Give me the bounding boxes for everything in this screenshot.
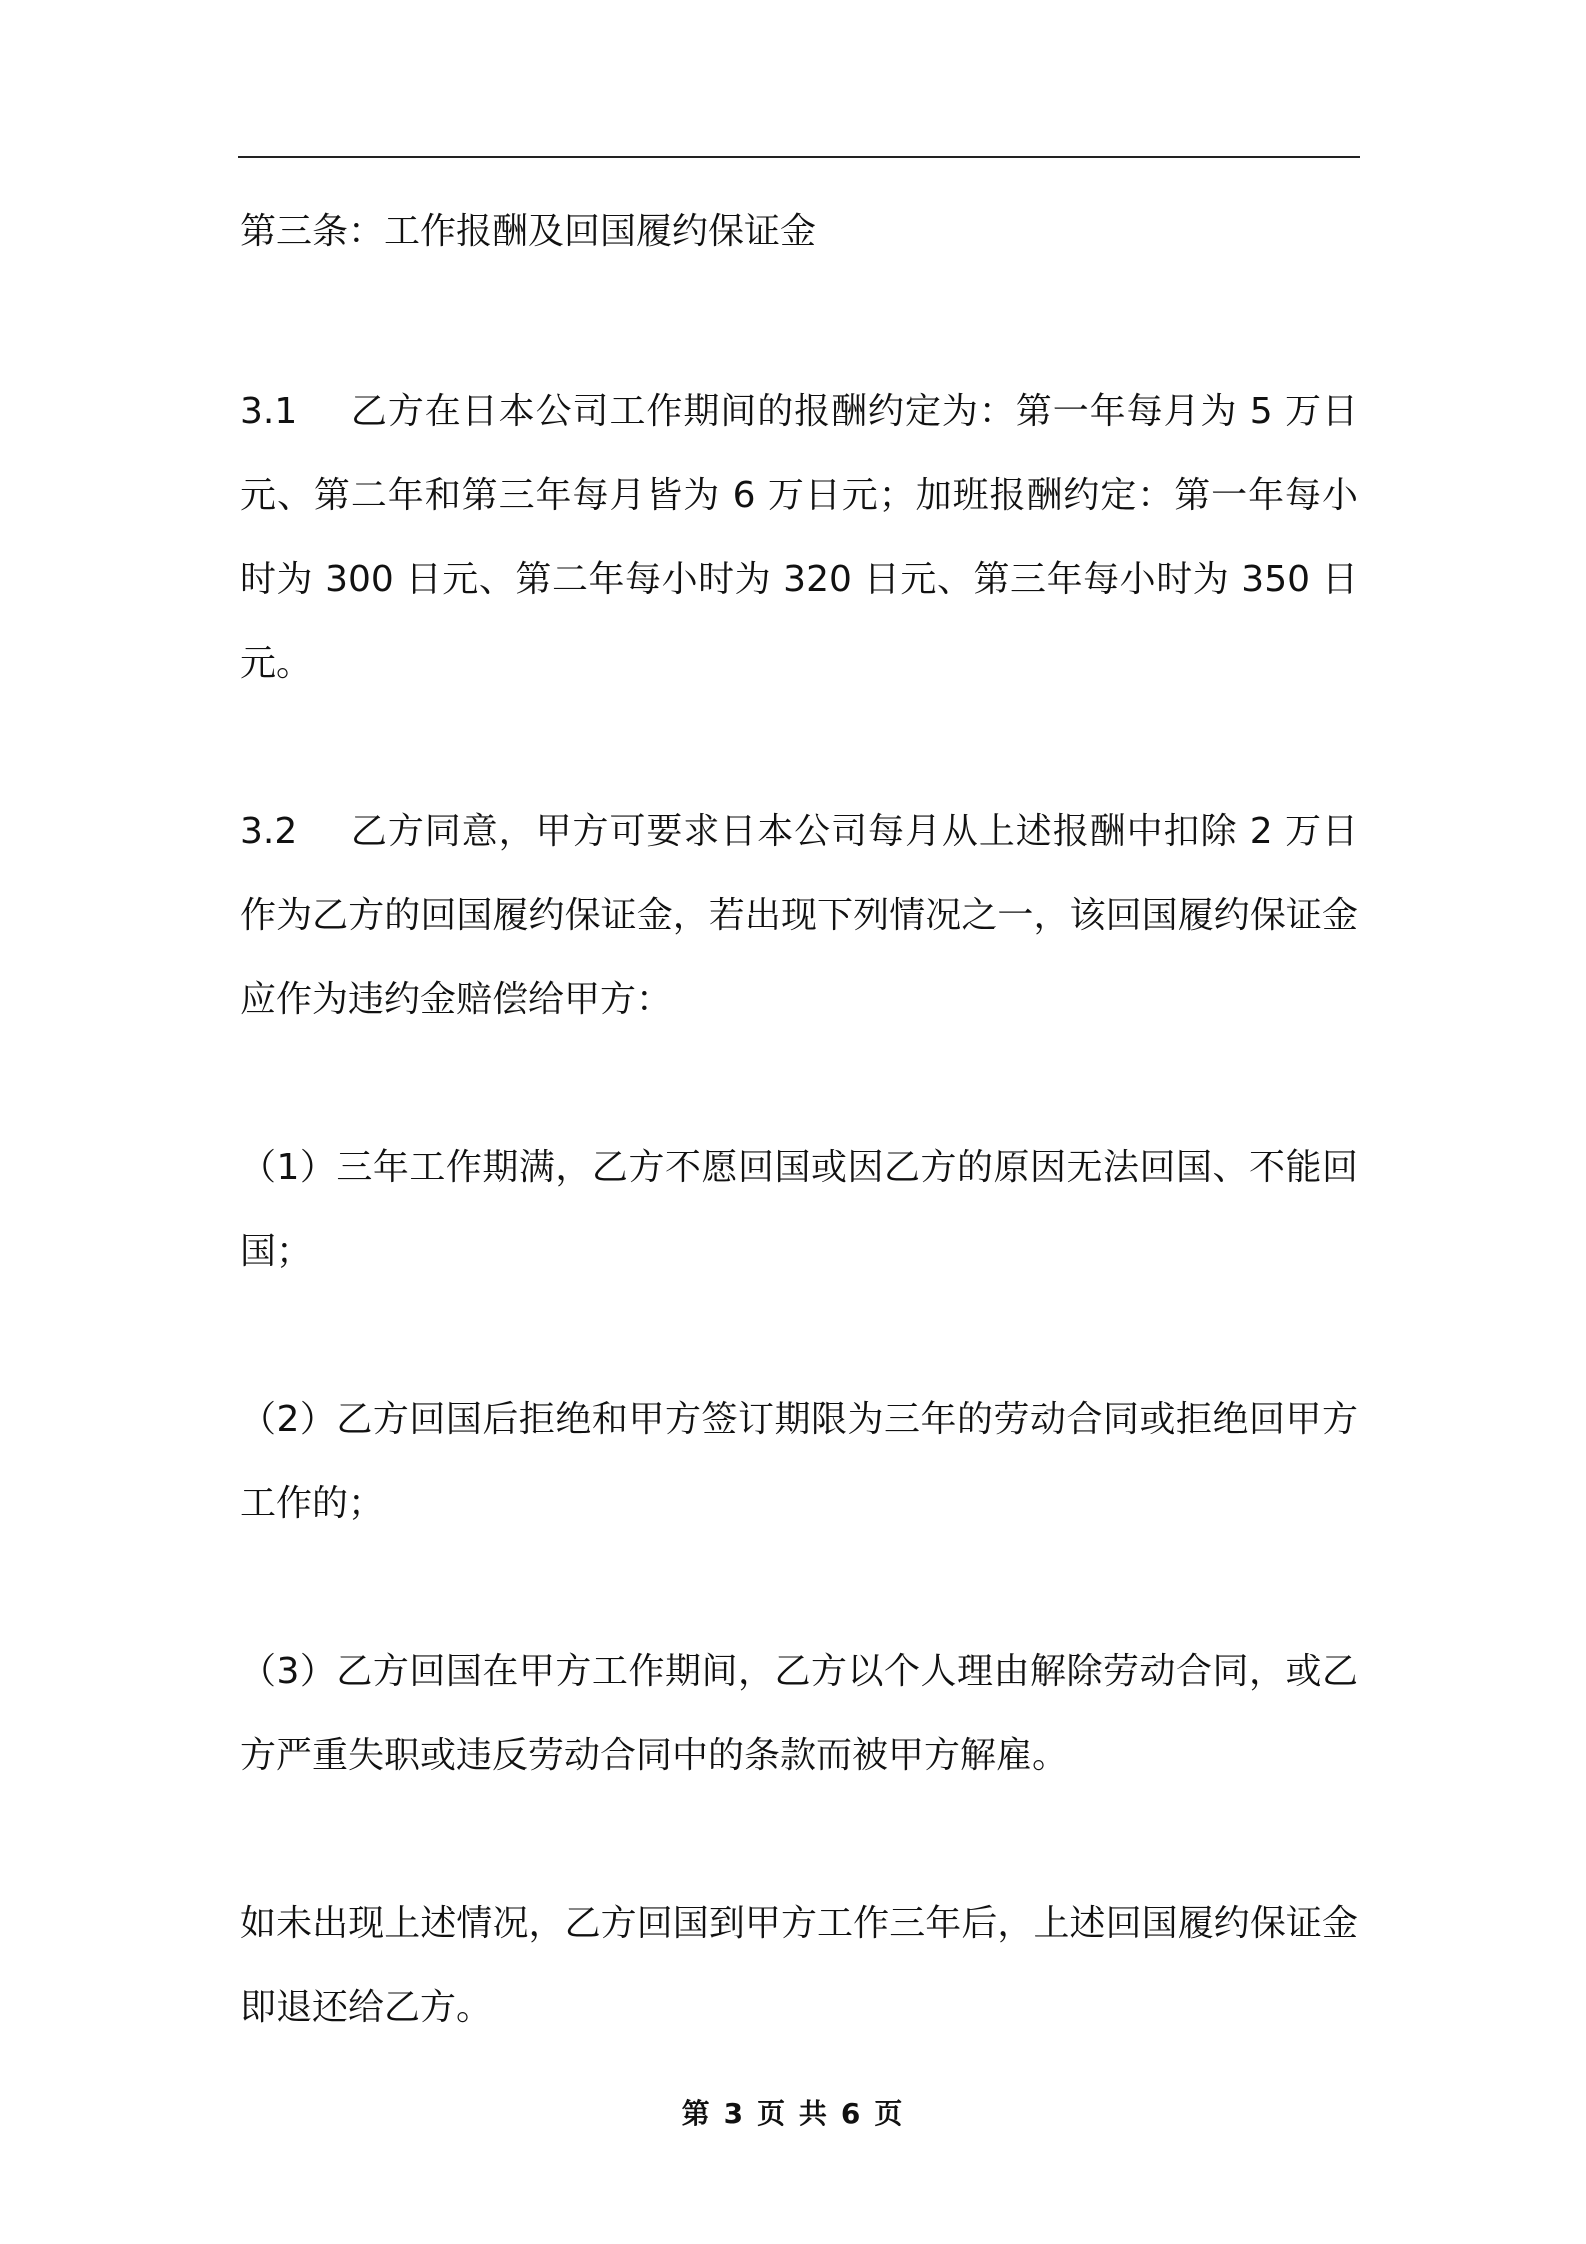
list-item: （1）三年工作期满，乙方不愿回国或因乙方的原因无法回国、不能回国； (240, 1147, 1358, 1272)
header-rule (238, 156, 1360, 158)
list-item: （2）乙方回国后拒绝和甲方签订期限为三年的劳动合同或拒绝回甲方工作的； (240, 1399, 1358, 1524)
footer-mid: 页 共 (757, 2097, 829, 2130)
footer-suffix: 页 (874, 2097, 905, 2130)
closing-paragraph: 如未出现上述情况，乙方回国到甲方工作三年后，上述回国履约保证金即退还给乙方。 (240, 1903, 1358, 2028)
clause-3-1 (240, 370, 1358, 706)
page-content (240, 200, 1358, 2050)
total-pages-number: 6 (840, 2097, 863, 2130)
page-footer (0, 2094, 1586, 2134)
clause-text: 乙方在日本公司工作期间的报酬约定为：第一年每月为 5 万日元、第二年和第三年每月皆为 6 万日元；加班报酬约定：第一年每小时为 300 日元、第二年每小时为 320 日元、第三年每小时为 350 日元。 (240, 391, 1358, 684)
clause-3-2 (240, 790, 1358, 1042)
list-item: （3）乙方回国在甲方工作期间，乙方以个人理由解除劳动合同，或乙方严重失职或违反劳动合同中的条款而被甲方解雇。 (240, 1651, 1358, 1776)
article-title: 第三条：工作报酬及回国履约保证金 (240, 211, 817, 252)
clause-number: 3.1 (240, 391, 298, 432)
clause-text: 乙方同意，甲方可要求日本公司每月从上述报酬中扣除 2 万日作为乙方的回国履约保证金，若出现下列情况之一，该回国履约保证金应作为违约金赔偿给甲方： (240, 811, 1358, 1020)
footer-prefix: 第 (681, 2097, 712, 2130)
clause-number: 3.2 (240, 811, 298, 852)
current-page-number: 3 (723, 2097, 746, 2130)
